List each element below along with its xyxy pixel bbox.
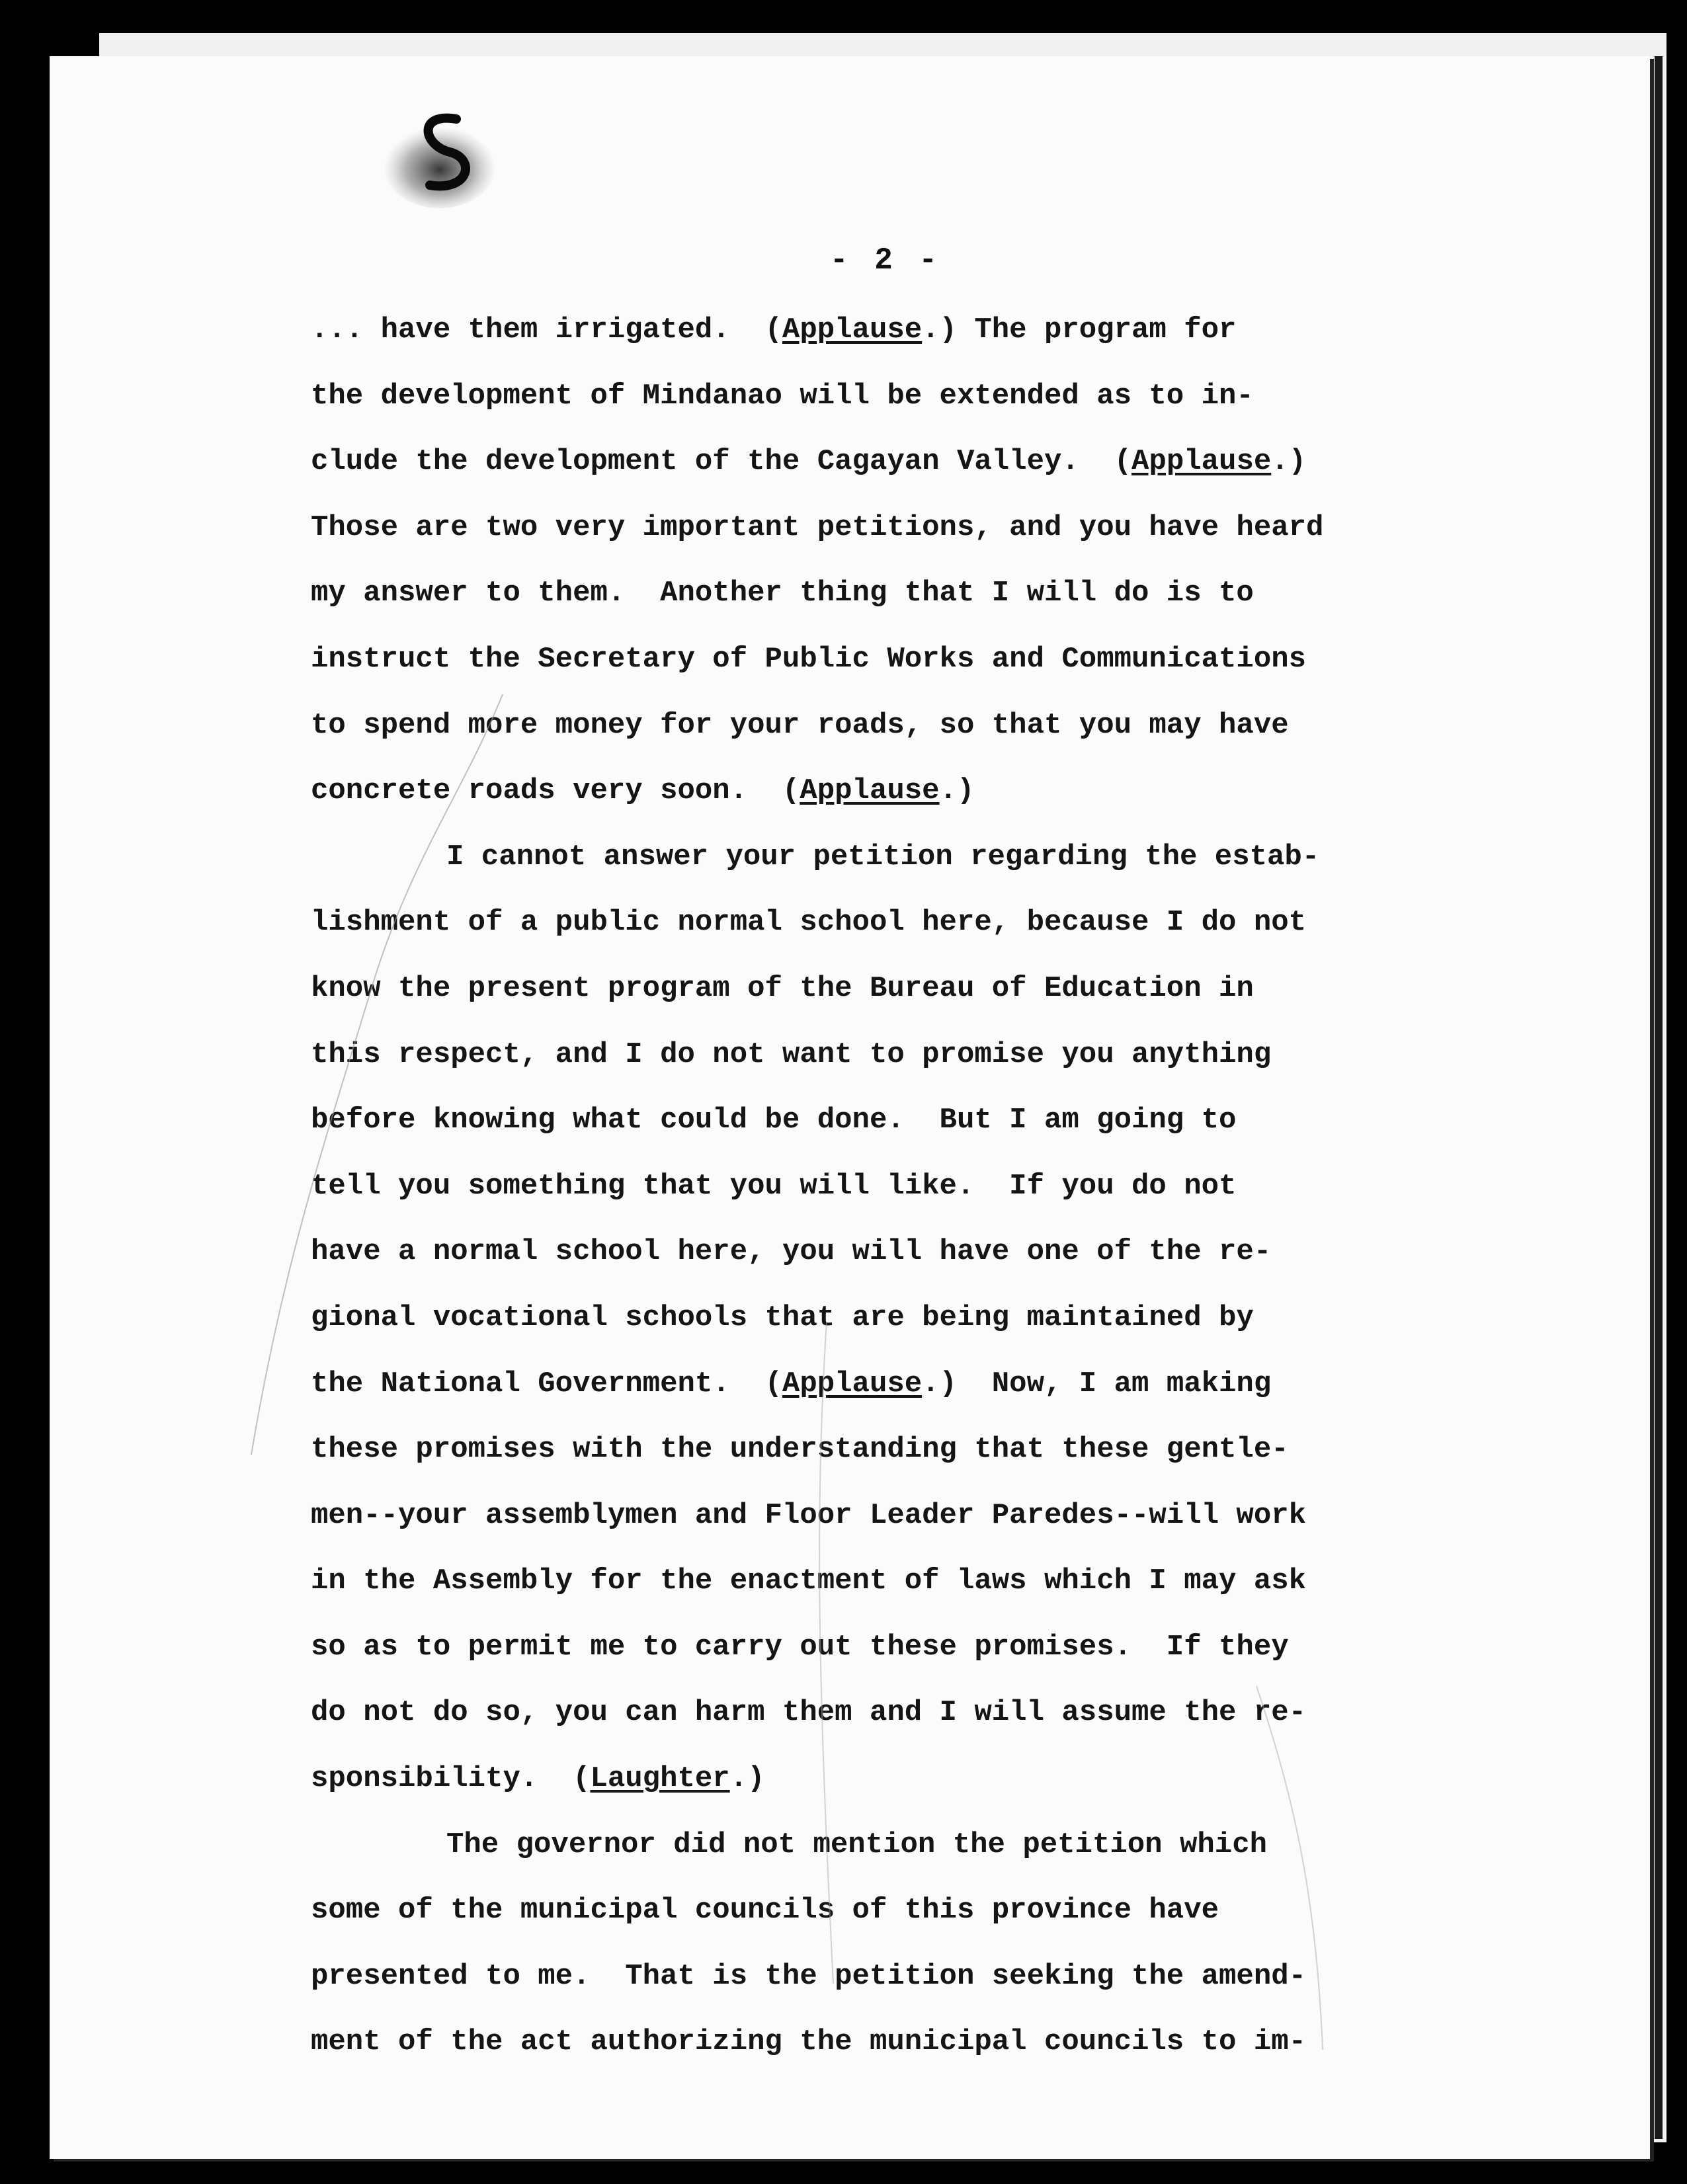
underlined-word: Applause	[782, 1367, 923, 1400]
text-run: .) Now, I am making	[922, 1367, 1272, 1400]
text-run: .)	[1271, 445, 1307, 479]
text-run: gional vocational schools that are being maintained by	[311, 1301, 1254, 1334]
text-run: sponsibility. (	[311, 1762, 591, 1796]
text-run: these promises with the understanding that these gentle-	[311, 1433, 1289, 1467]
text-line	[311, 1483, 1475, 1549]
text-line	[311, 627, 1475, 693]
ink-smudge	[377, 99, 509, 212]
text-run: the development of Mindanao will be extended as to in-	[311, 379, 1254, 413]
text-run: so as to permit me to carry out these promises. If they	[311, 1630, 1289, 1664]
text-run: lishment of a public normal school here, because I do not	[311, 906, 1307, 940]
text-run: know the present program of the Bureau of Education in	[311, 971, 1254, 1005]
page-number: - 2 -	[830, 243, 942, 278]
text-line	[311, 956, 1475, 1022]
text-line	[311, 1022, 1475, 1088]
text-line	[311, 1812, 1475, 1879]
sheet-edge-shadow	[1655, 56, 1663, 2139]
text-line	[311, 495, 1475, 561]
text-line	[311, 298, 1475, 364]
text-line	[311, 825, 1475, 891]
text-run: .) The program for	[922, 313, 1237, 346]
text-run: before knowing what could be done. But I am going to	[311, 1104, 1237, 1137]
paragraph	[311, 825, 1475, 1812]
text-run: this respect, and I do not want to promise you anything	[311, 1037, 1272, 1071]
text-line	[311, 1549, 1475, 1615]
text-run: in the Assembly for the enactment of laws which I may ask	[311, 1564, 1307, 1598]
text-run: ... have them irrigated. (	[311, 313, 782, 346]
text-run: .)	[939, 774, 975, 808]
text-line	[311, 758, 1475, 825]
text-run: do not do so, you can harm them and I will assume the re-	[311, 1696, 1307, 1730]
text-line	[311, 1352, 1475, 1418]
text-line	[311, 1746, 1475, 1812]
text-run: presented to me. That is the petition seeking the amend-	[311, 1959, 1307, 1993]
text-line	[311, 561, 1475, 627]
text-run: The governor did not mention the petition which	[446, 1828, 1268, 1861]
underlined-word: Applause	[1132, 445, 1272, 479]
text-run: tell you something that you will like. If you do not	[311, 1169, 1237, 1203]
text-run: .)	[729, 1762, 765, 1796]
text-line	[311, 1615, 1475, 1681]
text-line	[311, 890, 1475, 956]
text-line	[311, 1417, 1475, 1483]
text-line	[311, 2009, 1475, 2076]
text-run: have a normal school here, you will have one of the re-	[311, 1235, 1272, 1269]
text-run: to spend more money for your roads, so that you may have	[311, 708, 1289, 742]
text-line	[311, 1680, 1475, 1746]
document-body	[311, 298, 1475, 2076]
text-run: concrete roads very soon. (	[311, 774, 800, 808]
underlined-word: Applause	[800, 774, 940, 808]
text-run: instruct the Secretary of Public Works and Communications	[311, 642, 1307, 676]
text-run: clude the development of the Cagayan Valley. (	[311, 445, 1132, 479]
text-run: Those are two very important petitions, and you have heard	[311, 510, 1324, 544]
underlined-word: Applause	[782, 313, 923, 346]
text-line	[311, 1878, 1475, 1944]
text-line	[311, 1285, 1475, 1352]
text-run: my answer to them. Another thing that I will do is to	[311, 577, 1254, 610]
text-line	[311, 693, 1475, 759]
text-line	[311, 364, 1475, 430]
text-line	[311, 1219, 1475, 1285]
paragraph	[311, 1812, 1475, 2076]
paragraph	[311, 298, 1475, 825]
text-line	[311, 429, 1475, 495]
text-run: I cannot answer your petition regarding the estab-	[446, 840, 1320, 873]
text-run: men--your assemblymen and Floor Leader Paredes--will work	[311, 1498, 1307, 1532]
text-run: the National Government. (	[311, 1367, 782, 1400]
text-line	[311, 1944, 1475, 2010]
underlined-word: Laughter	[590, 1762, 730, 1796]
text-run: ment of the act authorizing the municipal councils to im-	[311, 2025, 1307, 2059]
text-run: some of the municipal councils of this province have	[311, 1894, 1219, 1927]
text-line	[311, 1088, 1475, 1154]
text-line	[311, 1154, 1475, 1220]
